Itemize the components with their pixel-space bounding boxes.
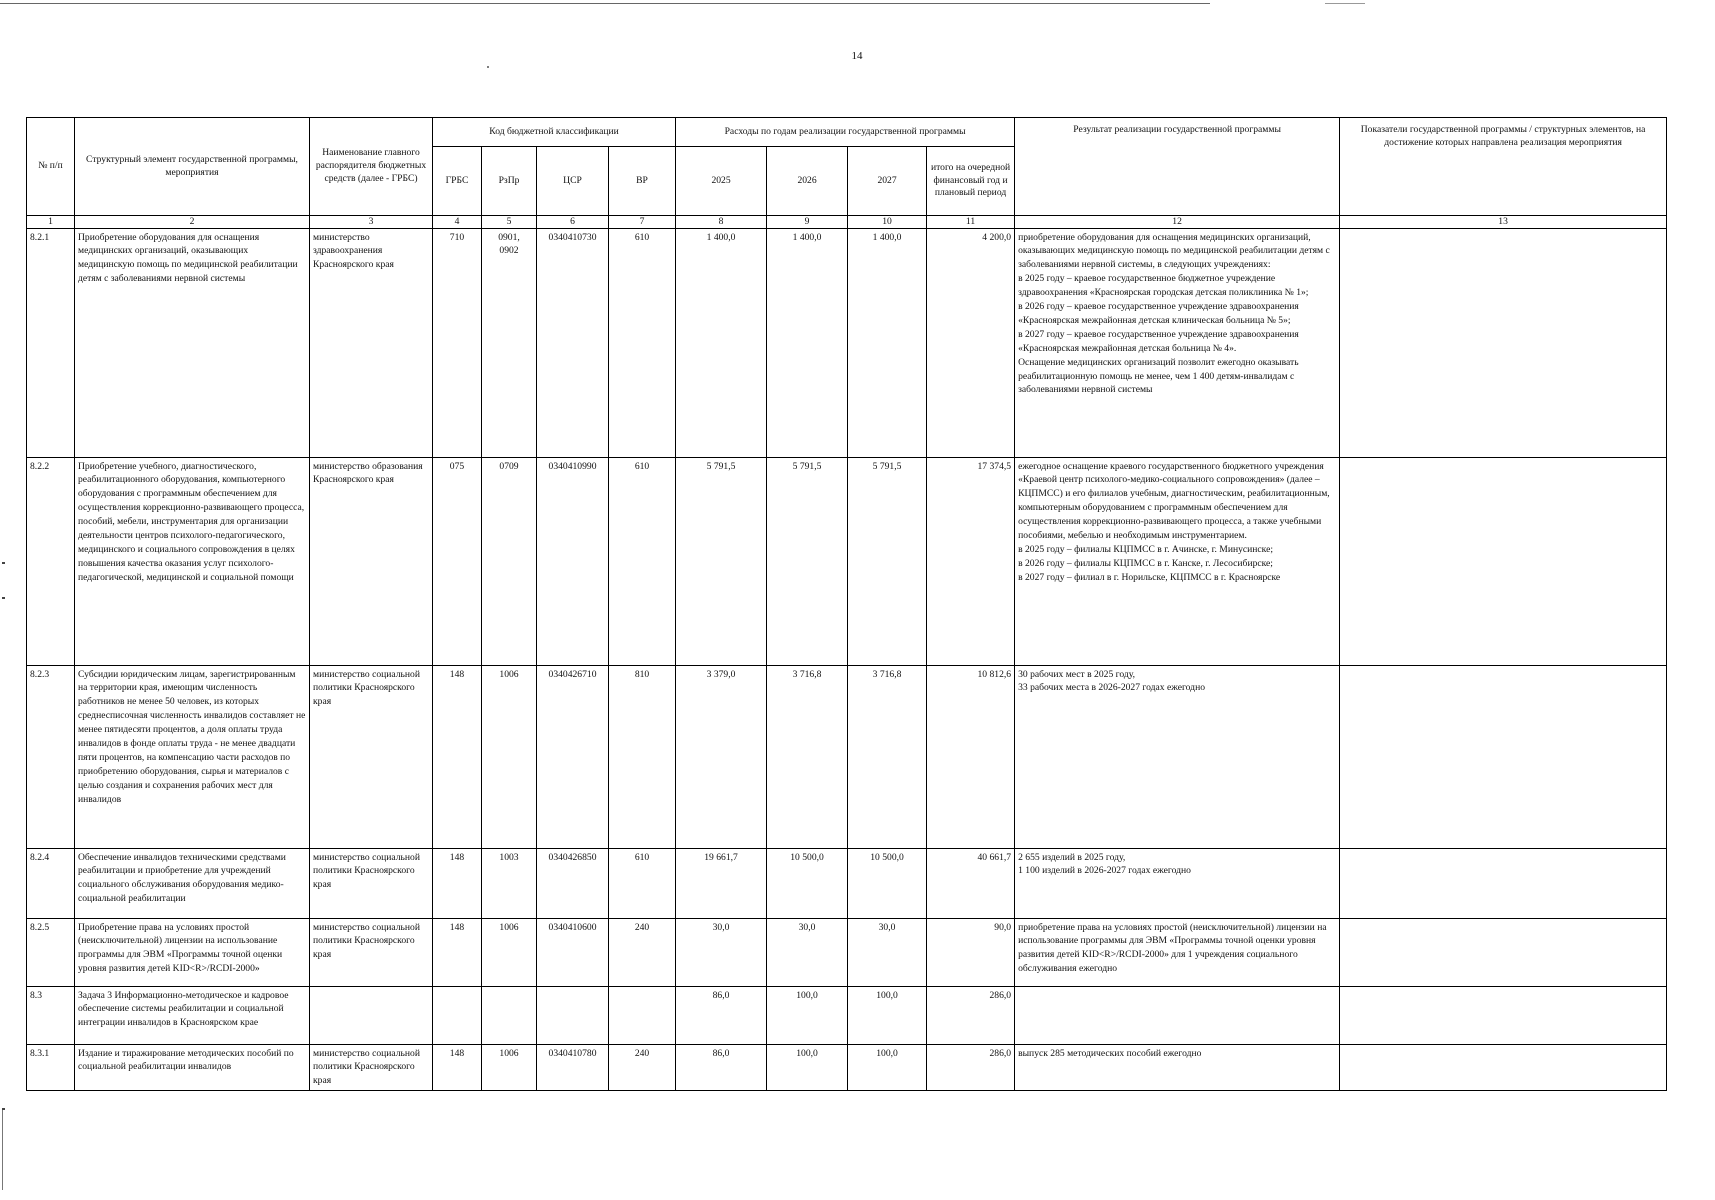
row-amount-2026: 3 716,8 — [767, 665, 848, 848]
row-result: 30 рабочих мест в 2025 году, 33 рабочих места в 2026-2027 годах ежегодно — [1015, 665, 1340, 848]
row-indicators — [1340, 986, 1667, 1044]
row-indicators — [1340, 228, 1667, 457]
row-grbs-name: министерство образования Красноярского края — [310, 457, 433, 665]
row-vr-code: 240 — [609, 1044, 676, 1091]
row-csr-code: 0340410780 — [537, 1044, 609, 1091]
header-grbs: ГРБС — [433, 147, 482, 216]
column-number: 2 — [75, 216, 310, 229]
row-amount-2027: 5 791,5 — [848, 457, 927, 665]
column-number: 10 — [848, 216, 927, 229]
row-csr-code: 0340410990 — [537, 457, 609, 665]
column-number: 5 — [482, 216, 537, 229]
row-number: 8.3 — [27, 986, 75, 1044]
row-number: 8.2.2 — [27, 457, 75, 665]
row-result: приобретение оборудования для оснащения медицинских организаций, оказывающих медицинскую помощь по медицинской реабилитации детям с заболеваниями нервной системы, в следующих учреждениях: в 2025 году – краевое государственное бюджетное учреждение здравоохранения «Красноярская городская детская поликлиника № 1»; в 2026 году – краевое государственное учреждение здравоохранения «Красноярская межрайонная детская клиническая больница № 5»; в 2027 году – краевое государственное учреждение здравоохранения «Красноярская межрайонная детская больница № 4». Оснащение медицинских организаций позволит ежегодно оказывать реабилитационную помощь не менее, чем 1 400 детям-инвалидам с заболеваниями нервной системы — [1015, 228, 1340, 457]
row-vr-code: 610 — [609, 228, 676, 457]
header-result: Результат реализации государственной программы — [1015, 118, 1340, 216]
header-year-2026: 2026 — [767, 147, 848, 216]
row-amount-2025: 5 791,5 — [676, 457, 767, 665]
column-number: 4 — [433, 216, 482, 229]
row-csr-code: 0340426710 — [537, 665, 609, 848]
row-element: Приобретение оборудования для оснащения медицинских организаций, оказывающих медицинскую помощь по медицинской реабилитации детям с заболеваниями нервной системы — [75, 228, 310, 457]
row-grbs-code: 148 — [433, 918, 482, 986]
column-number: 1 — [27, 216, 75, 229]
row-element: Приобретение права на условиях простой (неисключительной) лицензии на использование программы для ЭВМ «Программы точной оценки уровня развития детей KID<R>/RCDI-2000» — [75, 918, 310, 986]
row-amount-total: 90,0 — [927, 918, 1015, 986]
row-indicators — [1340, 665, 1667, 848]
row-number: 8.2.3 — [27, 665, 75, 848]
row-result: ежегодное оснащение краевого государственного бюджетного учреждения «Краевой центр психолого-медико-социального сопровождения» (далее – КЦПМСС) и его филиалов учебным, диагностическим, реабилитационным, компьютерным оборудованием с программным обеспечением для осуществления коррекционно-развивающего процесса, а также учебными пособиями, мебелью и необходимым инструментарием. в 2025 году – филиалы КЦПМСС в г. Ачинске, г. Минусинске; в 2026 году – филиалы КЦПМСС в г. Канске, г. Лесосибирске; в 2027 году – филиал в г. Норильске, КЦПМСС в г. Красноярске — [1015, 457, 1340, 665]
header-grbs-name: Наименование главного распорядителя бюджетных средств (далее - ГРБС) — [310, 118, 433, 216]
scan-edge-line — [0, 3, 1210, 4]
table-row — [27, 665, 1667, 848]
row-rzpr-code: 1003 — [482, 848, 537, 918]
table-row — [27, 457, 1667, 665]
table-row — [27, 848, 1667, 918]
scan-speck — [2, 597, 5, 599]
column-number: 8 — [676, 216, 767, 229]
row-amount-total: 286,0 — [927, 986, 1015, 1044]
row-grbs-name: министерство социальной политики Красноярского края — [310, 918, 433, 986]
row-grbs-code: 075 — [433, 457, 482, 665]
column-number: 13 — [1340, 216, 1667, 229]
row-grbs-name: министерство социальной политики Красноярского края — [310, 665, 433, 848]
column-number: 7 — [609, 216, 676, 229]
row-amount-total: 10 812,6 — [927, 665, 1015, 848]
row-number: 8.2.5 — [27, 918, 75, 986]
header-year-2027: 2027 — [848, 147, 927, 216]
row-amount-2027: 1 400,0 — [848, 228, 927, 457]
column-number: 6 — [537, 216, 609, 229]
row-number: 8.2.4 — [27, 848, 75, 918]
program-table — [26, 117, 1667, 1091]
row-rzpr-code — [482, 986, 537, 1044]
column-number: 3 — [310, 216, 433, 229]
row-element: Приобретение учебного, диагностического, реабилитационного оборудования, компьютерного оборудования с программным обеспечением для осуществления коррекционно-развивающего процесса, пособий, мебели, инструментария для организации деятельности центров психолого-педагогического, медицинского и социального сопровождения в целях повышения качества оказания услуг психолого-педагогической, медицинской и социальной помощи — [75, 457, 310, 665]
row-amount-2026: 100,0 — [767, 1044, 848, 1091]
column-number: 11 — [927, 216, 1015, 229]
header-expenses: Расходы по годам реализации государственной программы — [676, 118, 1015, 147]
row-amount-2027: 3 716,8 — [848, 665, 927, 848]
table-row — [27, 228, 1667, 457]
column-number-row — [27, 216, 1667, 229]
row-amount-2026: 10 500,0 — [767, 848, 848, 918]
scan-edge-line — [1325, 3, 1365, 4]
row-amount-2025: 19 661,7 — [676, 848, 767, 918]
header-budget-code: Код бюджетной классификации — [433, 118, 676, 147]
row-grbs-name: министерство социальной политики Красноярского края — [310, 848, 433, 918]
scan-edge-line — [2, 1110, 3, 1190]
row-grbs-code: 148 — [433, 848, 482, 918]
row-amount-2027: 10 500,0 — [848, 848, 927, 918]
row-grbs-code: 148 — [433, 1044, 482, 1091]
row-amount-total: 286,0 — [927, 1044, 1015, 1091]
row-amount-2025: 1 400,0 — [676, 228, 767, 457]
row-grbs-code: 148 — [433, 665, 482, 848]
scan-speck — [487, 66, 489, 68]
row-amount-total: 40 661,7 — [927, 848, 1015, 918]
row-number: 8.2.1 — [27, 228, 75, 457]
row-result — [1015, 986, 1340, 1044]
page-number: 14 — [851, 50, 863, 62]
scan-speck — [2, 562, 5, 564]
row-rzpr-code: 1006 — [482, 1044, 537, 1091]
row-rzpr-code: 0901, 0902 — [482, 228, 537, 457]
row-amount-2025: 86,0 — [676, 1044, 767, 1091]
row-amount-2026: 5 791,5 — [767, 457, 848, 665]
row-vr-code: 240 — [609, 918, 676, 986]
row-rzpr-code: 1006 — [482, 918, 537, 986]
row-csr-code: 0340410600 — [537, 918, 609, 986]
row-vr-code: 810 — [609, 665, 676, 848]
row-vr-code: 610 — [609, 848, 676, 918]
row-amount-total: 17 374,5 — [927, 457, 1015, 665]
column-number: 12 — [1015, 216, 1340, 229]
row-result: приобретение права на условиях простой (неисключительной) лицензии на использование программы для ЭВМ «Программы точной оценки уровня развития детей KID<R>/RCDI-2000» для 1 учреждения социального обслуживания ежегодно — [1015, 918, 1340, 986]
row-csr-code: 0340410730 — [537, 228, 609, 457]
row-amount-2027: 30,0 — [848, 918, 927, 986]
header-year-2025: 2025 — [676, 147, 767, 216]
row-amount-2026: 30,0 — [767, 918, 848, 986]
row-grbs-name — [310, 986, 433, 1044]
row-grbs-code: 710 — [433, 228, 482, 457]
row-indicators — [1340, 1044, 1667, 1091]
row-indicators — [1340, 457, 1667, 665]
row-amount-2026: 100,0 — [767, 986, 848, 1044]
row-amount-2027: 100,0 — [848, 1044, 927, 1091]
row-amount-2025: 30,0 — [676, 918, 767, 986]
table-row — [27, 986, 1667, 1044]
row-result: 2 655 изделий в 2025 году, 1 100 изделий в 2026-2027 годах ежегодно — [1015, 848, 1340, 918]
row-result: выпуск 285 методических пособий ежегодно — [1015, 1044, 1340, 1091]
row-number: 8.3.1 — [27, 1044, 75, 1091]
row-indicators — [1340, 848, 1667, 918]
column-number: 9 — [767, 216, 848, 229]
row-csr-code — [537, 986, 609, 1044]
table-body — [27, 228, 1667, 1091]
row-rzpr-code: 1006 — [482, 665, 537, 848]
header-indicators: Показатели государственной программы / структурных элементов, на достижение которых направлена реализация мероприятия — [1340, 118, 1667, 216]
row-amount-2026: 1 400,0 — [767, 228, 848, 457]
row-grbs-code — [433, 986, 482, 1044]
row-element: Субсидии юридическим лицам, зарегистрированным на территории края, имеющим численность работников не менее 50 человек, из которых среднесписочная численность инвалидов составляет не менее пятидесяти процентов, а доля оплаты труда инвалидов в фонде оплаты труда - не менее двадцати пяти процентов, на компенсацию части расходов по приобретению оборудования, сырья и материалов с целью создания и сохранения рабочих мест для инвалидов — [75, 665, 310, 848]
row-rzpr-code: 0709 — [482, 457, 537, 665]
header-num: № п/п — [27, 118, 75, 216]
header-total: итого на очередной финансовый год и плановый период — [927, 147, 1015, 216]
row-amount-2025: 3 379,0 — [676, 665, 767, 848]
row-element: Задача 3 Информационно-методическое и кадровое обеспечение системы реабилитации и социальной интеграции инвалидов в Красноярском крае — [75, 986, 310, 1044]
row-amount-2025: 86,0 — [676, 986, 767, 1044]
row-grbs-name: министерство социальной политики Красноярского края — [310, 1044, 433, 1091]
header-vr: ВР — [609, 147, 676, 216]
header-csr: ЦСР — [537, 147, 609, 216]
table-header — [27, 118, 1667, 229]
header-element: Структурный элемент государственной программы, мероприятия — [75, 118, 310, 216]
row-indicators — [1340, 918, 1667, 986]
table-row — [27, 918, 1667, 986]
row-amount-2027: 100,0 — [848, 986, 927, 1044]
table-row — [27, 1044, 1667, 1091]
row-amount-total: 4 200,0 — [927, 228, 1015, 457]
row-grbs-name: министерство здравоохранения Красноярского края — [310, 228, 433, 457]
row-vr-code: 610 — [609, 457, 676, 665]
row-element: Обеспечение инвалидов техническими средствами реабилитации и приобретение для учреждений социального обслуживания оборудования медико-социальной реабилитации — [75, 848, 310, 918]
row-vr-code — [609, 986, 676, 1044]
row-csr-code: 0340426850 — [537, 848, 609, 918]
row-element: Издание и тиражирование методических пособий по социальной реабилитации инвалидов — [75, 1044, 310, 1091]
header-rzpr: РзПр — [482, 147, 537, 216]
